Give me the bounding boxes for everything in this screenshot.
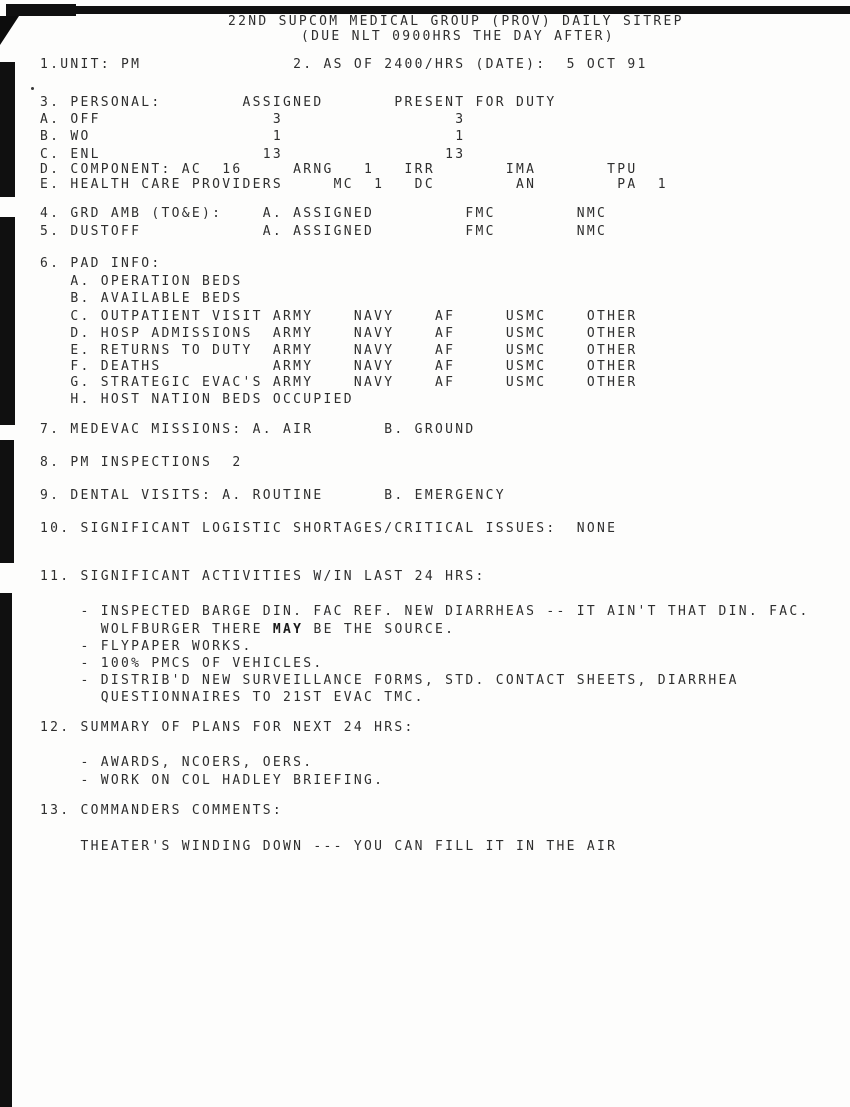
pad-info-header: 6. PAD INFO: xyxy=(40,256,162,271)
activities-bullet-1: - INSPECTED BARGE DIN. FAC REF. NEW DIARRHEAS -- IT AIN'T THAT DIN. FAC. xyxy=(40,604,810,619)
pm-inspections-line: 8. PM INSPECTIONS 2 xyxy=(40,455,243,470)
bullet-1-cont-pre: WOLFBURGER THERE xyxy=(40,622,273,637)
personnel-row-off: A. OFF 3 3 xyxy=(40,112,466,127)
scan-left-bar-3 xyxy=(0,440,14,563)
pad-info-row-operation-beds: A. OPERATION BEDS xyxy=(40,274,243,289)
dustoff-line: 5. DUSTOFF A. ASSIGNED FMC NMC xyxy=(40,224,608,239)
personnel-row-component: D. COMPONENT: AC 16 ARNG 1 IRR IMA TPU xyxy=(40,162,638,177)
pad-info-row-admissions: D. HOSP ADMISSIONS ARMY NAVY AF USMC OTHER xyxy=(40,326,638,341)
pad-info-row-available-beds: B. AVAILABLE BEDS xyxy=(40,291,243,306)
scan-speck xyxy=(31,87,34,90)
pad-info-row-outpatient: C. OUTPATIENT VISIT ARMY NAVY AF USMC OTHER xyxy=(40,309,638,324)
page-subtitle: (DUE NLT 0900HRS THE DAY AFTER) xyxy=(301,29,615,44)
activities-header: 11. SIGNIFICANT ACTIVITIES W/IN LAST 24 HRS: xyxy=(40,569,486,584)
activities-bullet-1-continuation xyxy=(40,623,455,636)
logistic-shortages-line: 10. SIGNIFICANT LOGISTIC SHORTAGES/CRITICAL ISSUES: NONE xyxy=(40,521,618,536)
dental-visits-line: 9. DENTAL VISITS: A. ROUTINE B. EMERGENCY xyxy=(40,488,506,503)
activities-bullet-2: - FLYPAPER WORKS. xyxy=(40,639,253,654)
scan-top-left-blob xyxy=(6,4,76,16)
pad-info-row-deaths: F. DEATHS ARMY NAVY AF USMC OTHER xyxy=(40,359,638,374)
plans-header: 12. SUMMARY OF PLANS FOR NEXT 24 HRS: xyxy=(40,720,415,735)
medevac-line: 7. MEDEVAC MISSIONS: A. AIR B. GROUND xyxy=(40,422,476,437)
scan-corner-triangle-icon xyxy=(0,16,19,45)
bullet-1-cont-bold-word: MAY xyxy=(272,622,304,637)
personnel-row-enl: C. ENL 13 13 xyxy=(40,147,466,162)
bullet-1-cont-post: BE THE SOURCE. xyxy=(303,622,456,637)
plans-bullet-2: - WORK ON COL HADLEY BRIEFING. xyxy=(40,773,385,788)
personnel-row-providers: E. HEALTH CARE PROVIDERS MC 1 DC AN PA 1 xyxy=(40,177,668,192)
scan-left-bar-2 xyxy=(0,217,15,425)
scan-left-bar-1 xyxy=(0,62,15,197)
scan-top-edge-bar xyxy=(6,6,850,14)
activities-bullet-3: - 100% PMCS OF VEHICLES. xyxy=(40,656,324,671)
pad-info-row-host-nation: H. HOST NATION BEDS OCCUPIED xyxy=(40,392,354,407)
pad-info-row-evacs: G. STRATEGIC EVAC'S ARMY NAVY AF USMC OTHER xyxy=(40,375,638,390)
activities-bullet-4: - DISTRIB'D NEW SURVEILLANCE FORMS, STD. CONTACT SHEETS, DIARRHEA xyxy=(40,673,739,688)
page-title: 22ND SUPCOM MEDICAL GROUP (PROV) DAILY SITREP xyxy=(228,14,684,29)
personnel-header: 3. PERSONAL: ASSIGNED PRESENT FOR DUTY xyxy=(40,95,557,110)
scan-left-bar-4 xyxy=(0,593,12,1107)
pad-info-row-returns: E. RETURNS TO DUTY ARMY NAVY AF USMC OTHER xyxy=(40,343,638,358)
unit-and-asof-line: 1.UNIT: PM 2. AS OF 2400/HRS (DATE): 5 OCT 91 xyxy=(40,57,648,72)
commanders-comments-header: 13. COMMANDERS COMMENTS: xyxy=(40,803,284,818)
personnel-row-wo: B. WO 1 1 xyxy=(40,129,466,144)
plans-bullet-1: - AWARDS, NCOERS, OERS. xyxy=(40,755,314,770)
grd-amb-line: 4. GRD AMB (TO&E): A. ASSIGNED FMC NMC xyxy=(40,206,608,221)
activities-bullet-4-continuation: QUESTIONNAIRES TO 21ST EVAC TMC. xyxy=(40,690,425,705)
commanders-comment: THEATER'S WINDING DOWN --- YOU CAN FILL IT IN THE AIR xyxy=(40,839,618,854)
